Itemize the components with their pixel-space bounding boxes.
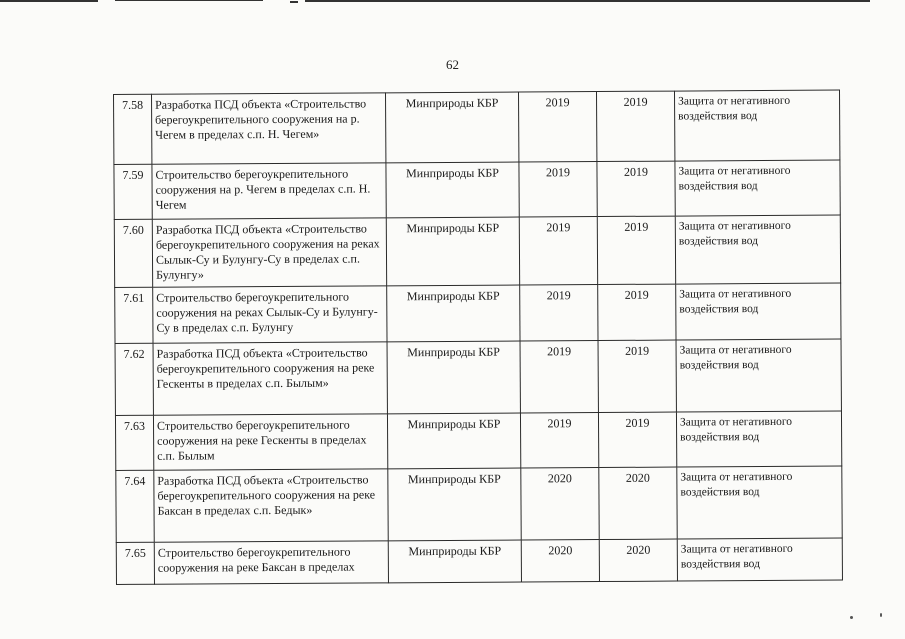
expected-result: Защита от негативного воздействия вод [676, 339, 841, 412]
end-year: 2019 [597, 216, 675, 284]
measure-name: Строительство берегоукрепительного сооружения на реке Баксан в пределах [154, 541, 388, 584]
scan-speck [880, 613, 882, 617]
expected-result: Защита от негативного воздействия вод [676, 283, 841, 340]
responsible-executor: Минприроды КБР [387, 341, 520, 414]
scan-speck [850, 616, 853, 619]
measure-name: Разработка ПСД объекта «Строительство берегоукрепительного сооружения на реке Гескенты в пределах с.п. Былым» [153, 342, 387, 415]
table-row [116, 538, 842, 584]
start-year: 2020 [521, 468, 599, 540]
scan-artifact-line [290, 1, 298, 3]
start-year: 2019 [519, 162, 597, 217]
end-year: 2020 [599, 539, 677, 581]
table-row [114, 90, 840, 164]
row-number: 7.65 [116, 542, 154, 584]
start-year: 2019 [518, 92, 596, 162]
table-row [114, 215, 840, 287]
measure-name: Разработка ПСД объекта «Строительство берегоукрепительного сооружения на реке Баксан в пределах с.п. Бедык» [154, 469, 388, 542]
responsible-executor: Минприроды КБР [386, 162, 519, 218]
measure-name: Разработка ПСД объекта «Строительство берегоукрепительного сооружения на р. Чегем в пределах с.п. Н. Чегем» [152, 93, 386, 164]
row-number: 7.63 [115, 415, 153, 470]
responsible-executor: Минприроды КБР [388, 540, 521, 583]
measure-name: Разработка ПСД объекта «Строительство берегоукрепительного сооружения на реках Сылык-Су и Булунгу-Су в пределах с.п. Булунгу» [152, 218, 386, 287]
table-row [115, 339, 841, 415]
expected-result: Защита от негативного воздействия вод [677, 466, 842, 539]
row-number: 7.59 [114, 164, 152, 219]
end-year: 2019 [598, 340, 676, 412]
start-year: 2019 [520, 285, 598, 341]
end-year: 2019 [596, 91, 674, 161]
expected-result: Защита от негативного воздействия вод [675, 160, 840, 216]
expected-result: Защита от негативного воздействия вод [675, 215, 840, 284]
measure-name: Строительство берегоукрепительного сооружения на р. Чегем в пределах с.п. Н. Чегем [152, 163, 386, 219]
end-year: 2019 [598, 284, 676, 340]
table-row [115, 411, 841, 470]
expected-result: Защита от негативного воздействия вод [676, 411, 841, 467]
measures-table [113, 90, 843, 585]
table-row [116, 466, 842, 542]
table-row [114, 160, 840, 219]
table-row [115, 283, 841, 343]
expected-result: Защита от негативного воздействия вод [677, 538, 842, 581]
end-year: 2019 [597, 161, 675, 216]
row-number: 7.64 [116, 470, 154, 542]
start-year: 2019 [520, 413, 598, 468]
row-number: 7.61 [115, 287, 153, 343]
measure-name: Строительство берегоукрепительного сооружения на реках Сылык-Су и Булунгу-Су в пределах с.п. Булунгу [153, 286, 387, 343]
responsible-executor: Минприроды КБР [387, 285, 520, 342]
expected-result: Защита от негативного воздействия вод [674, 90, 839, 161]
start-year: 2019 [520, 341, 598, 413]
responsible-executor: Минприроды КБР [385, 92, 518, 163]
row-number: 7.62 [115, 343, 153, 415]
measure-name: Строительство берегоукрепительного сооружения на реке Гескенты в пределах с.п. Былым [153, 414, 387, 470]
responsible-executor: Минприроды КБР [386, 217, 519, 286]
start-year: 2020 [521, 540, 599, 582]
start-year: 2019 [519, 217, 597, 285]
scan-artifact-line [305, 0, 870, 2]
page-number: 62 [446, 57, 459, 72]
scan-artifact-line [115, 0, 263, 1]
row-number: 7.58 [114, 94, 152, 164]
end-year: 2019 [598, 412, 676, 467]
row-number: 7.60 [114, 219, 152, 287]
responsible-executor: Минприроды КБР [387, 413, 520, 469]
scan-artifact-line [0, 0, 98, 2]
end-year: 2020 [599, 467, 677, 539]
responsible-executor: Минприроды КБР [388, 468, 521, 541]
